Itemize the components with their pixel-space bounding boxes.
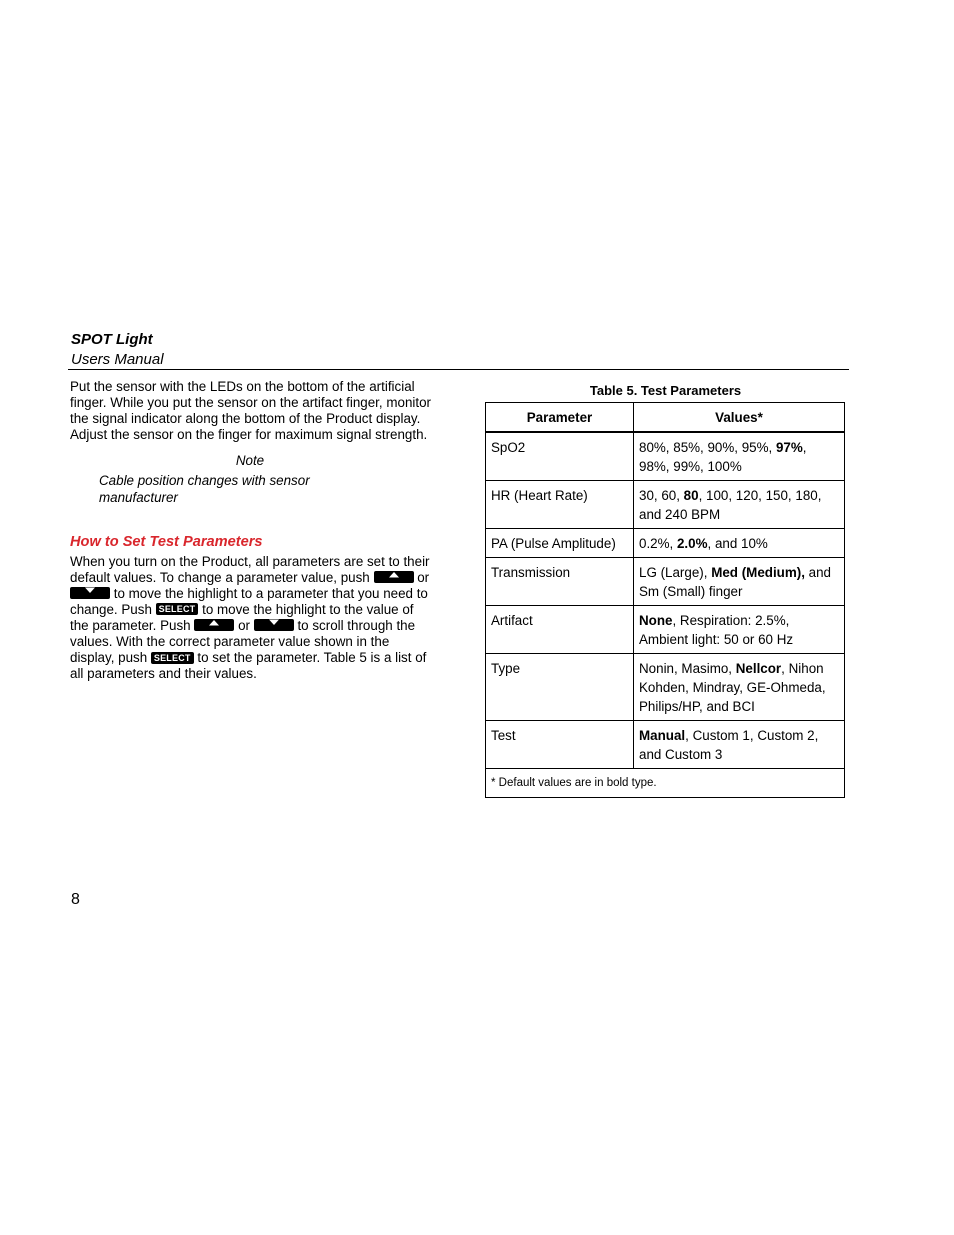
values-cell xyxy=(634,654,845,721)
table-footnote-row xyxy=(486,769,845,798)
default-value: Med (Medium), xyxy=(711,565,805,580)
section-heading: How to Set Test Parameters xyxy=(70,533,263,550)
header-rule xyxy=(68,369,849,370)
values-cell xyxy=(634,721,845,769)
values-text: , and 10% xyxy=(707,536,768,551)
manual-subtitle: Users Manual xyxy=(71,351,164,368)
page-number: 8 xyxy=(71,891,80,908)
table-caption: Table 5. Test Parameters xyxy=(589,383,742,398)
instructions-text-4: to move the highlight to the value of the parameter. Push xyxy=(70,601,414,634)
values-text: and Sm (Small) finger xyxy=(639,565,831,599)
instructions-text-5: or xyxy=(238,618,250,634)
values-cell xyxy=(634,558,845,606)
manual-title: SPOT Light xyxy=(71,331,153,348)
parameter-cell: PA (Pulse Amplitude) xyxy=(486,529,634,558)
table-row xyxy=(486,606,845,654)
values-text: 0.2%, xyxy=(639,536,677,551)
instructions-text-2: or xyxy=(417,569,430,585)
parameter-cell: Test xyxy=(486,721,634,769)
note-label: Note xyxy=(235,453,265,469)
default-value: 2.0% xyxy=(676,536,708,551)
down-arrow-key-icon xyxy=(254,619,294,631)
values-cell xyxy=(634,432,845,481)
instructions-text-1: When you turn on the Product, all parameters are set to their default values. To change a parameter value, push xyxy=(70,553,430,585)
parameter-cell: Artifact xyxy=(486,606,634,654)
table-footnote: * Default values are in bold type. xyxy=(486,769,845,798)
values-text: , 100, 120, 150, 180, and 240 BPM xyxy=(639,488,822,522)
parameter-cell: Type xyxy=(486,654,634,721)
values-cell xyxy=(634,481,845,529)
default-value: None xyxy=(639,613,673,628)
table-row xyxy=(486,481,845,529)
default-value: Nellcor xyxy=(735,661,782,676)
values-text: , Nihon Kohden, Mindray, GE-Ohmeda, Philips/HP, and BCI xyxy=(639,661,826,714)
intro-paragraph: Put the sensor with the LEDs on the bottom of the artificial finger. While you put the sensor on the artifact finger, monitor the signal indicator along the bottom of the Product display. Adjust the sensor on the finger for maximum signal strength. xyxy=(70,379,431,443)
select-key-icon: SELECT xyxy=(156,603,199,615)
default-value: Manual xyxy=(639,728,686,743)
table-row xyxy=(486,721,845,769)
instructions-text-7: to set the parameter. Table 5 is a list of all parameters and their values. xyxy=(70,650,427,682)
values-text: LG (Large), xyxy=(639,565,712,580)
values-cell xyxy=(634,529,845,558)
values-text: 30, 60, xyxy=(639,488,684,503)
instructions-text-3: to move the highlight to a parameter that you need to change. Push xyxy=(70,585,428,617)
table-row xyxy=(486,529,845,558)
values-text: 80%, 85%, 90%, 95%, xyxy=(639,440,776,455)
instructions-text-6: to scroll through the values. With the correct parameter value shown in the display, push xyxy=(70,618,416,666)
values-text: , Custom 1, Custom 2, and Custom 3 xyxy=(639,728,819,762)
table-row xyxy=(486,558,845,606)
parameter-cell: HR (Heart Rate) xyxy=(486,481,634,529)
table-header-row xyxy=(486,403,845,433)
column-header-values: Values* xyxy=(634,403,845,433)
parameter-cell: Transmission xyxy=(486,558,634,606)
values-text: , 98%, 99%, 100% xyxy=(639,440,807,474)
default-value: 80 xyxy=(683,488,699,503)
table-row xyxy=(486,432,845,481)
values-cell xyxy=(634,606,845,654)
up-arrow-key-icon xyxy=(374,571,414,583)
values-text: Nonin, Masimo, xyxy=(639,661,736,676)
test-parameters-table xyxy=(485,402,845,798)
table-row xyxy=(486,654,845,721)
up-arrow-key-icon xyxy=(194,619,234,631)
down-arrow-key-icon xyxy=(70,587,110,599)
instructions-paragraph xyxy=(70,554,435,683)
values-text: , Respiration: 2.5%, Ambient light: 50 or 60 Hz xyxy=(639,613,794,647)
column-header-parameter: Parameter xyxy=(486,403,634,433)
note-text: Cable position changes with sensor manufacturer xyxy=(99,473,310,505)
default-value: 97% xyxy=(775,440,803,455)
parameter-cell: SpO2 xyxy=(486,432,634,481)
left-column xyxy=(70,379,435,682)
select-key-icon: SELECT xyxy=(151,652,194,664)
